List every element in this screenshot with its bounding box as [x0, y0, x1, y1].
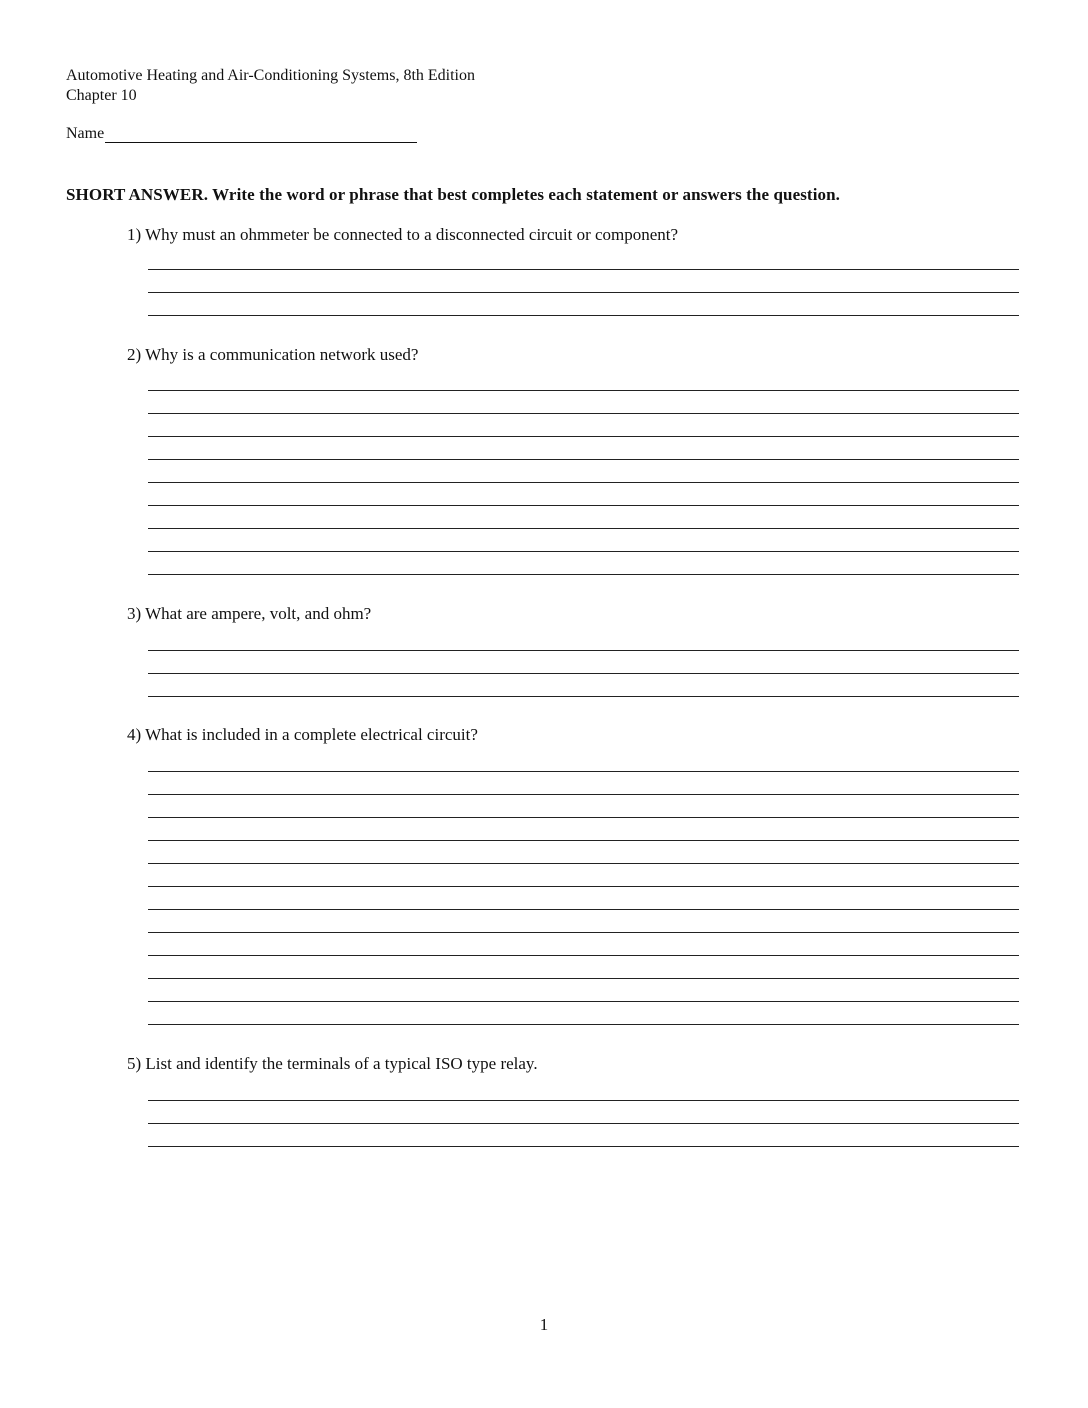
answer-line[interactable] [148, 528, 1019, 529]
answer-area-3[interactable] [148, 650, 1019, 719]
answer-line[interactable] [148, 413, 1019, 414]
answer-line[interactable] [148, 909, 1019, 910]
answer-line[interactable] [148, 1024, 1019, 1025]
answer-line[interactable] [148, 978, 1019, 979]
answer-line[interactable] [148, 1146, 1019, 1147]
answer-line[interactable] [148, 459, 1019, 460]
question-4 [127, 725, 478, 745]
name-label: Name [66, 125, 105, 142]
question-3 [127, 604, 371, 624]
answer-line[interactable] [148, 771, 1019, 772]
answer-area-4[interactable] [148, 771, 1019, 1047]
answer-line[interactable] [148, 390, 1019, 391]
answer-line[interactable] [148, 505, 1019, 506]
document-title: Automotive Heating and Air-Conditioning Systems, 8th Edition [66, 67, 475, 84]
answer-line[interactable] [148, 1123, 1019, 1124]
answer-line[interactable] [148, 436, 1019, 437]
answer-line[interactable] [148, 551, 1019, 552]
answer-line[interactable] [148, 1100, 1019, 1101]
answer-line[interactable] [148, 886, 1019, 887]
question-number: 1) [127, 225, 142, 244]
answer-line[interactable] [148, 817, 1019, 818]
question-1 [127, 225, 678, 245]
answer-line[interactable] [148, 955, 1019, 956]
question-text: What is included in a complete electrical circuit? [145, 725, 478, 744]
name-input-line[interactable] [105, 124, 417, 143]
question-5 [127, 1054, 538, 1074]
answer-area-5[interactable] [148, 1100, 1019, 1169]
question-text: What are ampere, volt, and ohm? [145, 604, 372, 623]
answer-line[interactable] [148, 315, 1019, 316]
chapter-label: Chapter 10 [66, 87, 137, 104]
question-number: 3) [127, 604, 142, 623]
answer-area-1[interactable] [148, 269, 1019, 338]
question-text: Why must an ohmmeter be connected to a disconnected circuit or component? [145, 225, 679, 244]
answer-area-2[interactable] [148, 390, 1019, 597]
question-number: 5) [127, 1054, 142, 1073]
question-number: 4) [127, 725, 142, 744]
answer-line[interactable] [148, 292, 1019, 293]
answer-line[interactable] [148, 794, 1019, 795]
section-instructions: SHORT ANSWER. Write the word or phrase that best completes each statement or answers the question. [66, 185, 841, 204]
answer-line[interactable] [148, 696, 1019, 697]
question-number: 2) [127, 345, 142, 364]
question-2 [127, 345, 418, 365]
answer-line[interactable] [148, 932, 1019, 933]
page-header [66, 66, 475, 106]
answer-line[interactable] [148, 574, 1019, 575]
answer-line[interactable] [148, 863, 1019, 864]
answer-line[interactable] [148, 482, 1019, 483]
answer-line[interactable] [148, 673, 1019, 674]
answer-line[interactable] [148, 840, 1019, 841]
answer-line[interactable] [148, 650, 1019, 651]
answer-line[interactable] [148, 269, 1019, 270]
answer-line[interactable] [148, 1001, 1019, 1002]
question-text: Why is a communication network used? [145, 345, 419, 364]
page-number: 1 [539, 1315, 549, 1334]
question-text: List and identify the terminals of a typical ISO type relay. [145, 1054, 538, 1073]
name-field [66, 124, 417, 143]
